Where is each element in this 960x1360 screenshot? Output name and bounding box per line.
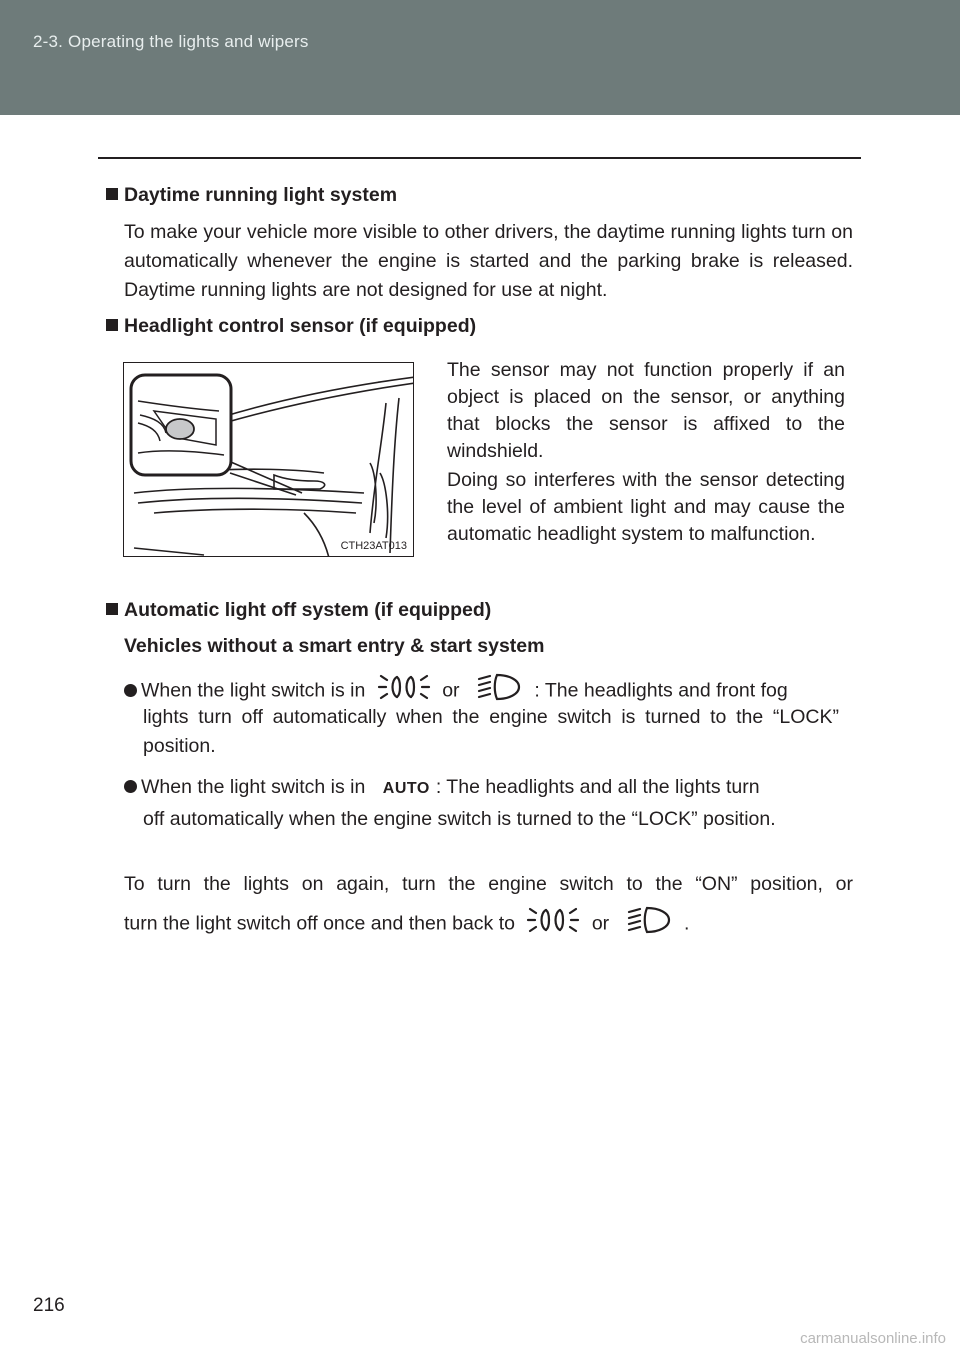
bullet-1-pre: When the light switch is in	[141, 679, 366, 702]
header-rule	[98, 157, 861, 159]
relight-end: .	[684, 912, 690, 935]
auto-off-subheading: Vehicles without a smart entry & start system	[124, 635, 545, 657]
bullet-1-rest: lights turn off automatically when the engine switch is turned to the “LOCK” position.	[143, 706, 839, 757]
headlight-icon	[625, 903, 673, 946]
relight-pre: turn the light switch off once and then back to	[124, 912, 515, 935]
drl-body: To make your vehicle more visible to other drivers, the daytime running lights turn on automatically whenever the engine is started and the parking brake is released. Daytime running lights are not designed for use at night.	[124, 221, 853, 301]
bullet-2-post: : The headlights and all the lights turn	[435, 776, 760, 798]
bullet-1-or: or	[442, 679, 460, 702]
bullet-2-pre: When the light switch is in	[141, 776, 366, 798]
relight-line-2	[124, 903, 853, 946]
bullet-2-line-1	[124, 773, 844, 803]
sensor-heading: Headlight control sensor (if equipped)	[124, 315, 477, 337]
windshield-sensor-illustration	[124, 363, 414, 557]
auto-off-heading-row	[106, 596, 491, 625]
square-bullet-icon	[106, 319, 118, 331]
section-title: 2-3. Operating the lights and wipers	[33, 32, 309, 51]
drl-heading: Daytime running light system	[124, 184, 398, 206]
bullet-1-post: : The headlights and front fog	[534, 679, 788, 702]
page-header	[0, 0, 960, 115]
drl-heading-row	[106, 181, 397, 210]
round-bullet-icon	[124, 780, 137, 793]
round-bullet-icon	[124, 684, 137, 697]
watermark: carmanualsonline.info	[800, 1330, 946, 1347]
page-number: 216	[33, 1295, 65, 1316]
sensor-text-2: Doing so interferes with the sensor detecting the level of ambient light and may cause the automatic headlight system to malfunction.	[447, 469, 845, 545]
relight-line-1: To turn the lights on again, turn the engine switch to the “ON” position, or	[124, 873, 853, 895]
sensor-text-1: The sensor may not function properly if an object is placed on the sensor, or anything that blocks the sensor is affixed to the windshield.	[447, 359, 845, 462]
square-bullet-icon	[106, 603, 118, 615]
auto-switch-label: AUTO	[382, 780, 430, 797]
sensor-heading-row	[106, 312, 476, 341]
bullet-2-rest: off automatically when the engine switch is turned to the “LOCK” position.	[143, 808, 776, 830]
sensor-figure	[123, 362, 414, 557]
square-bullet-icon	[106, 188, 118, 200]
figure-code: CTH23AT013	[340, 540, 407, 552]
relight-or: or	[591, 912, 610, 935]
tail-light-icon	[526, 903, 580, 946]
auto-off-heading: Automatic light off system (if equipped)	[124, 599, 492, 621]
